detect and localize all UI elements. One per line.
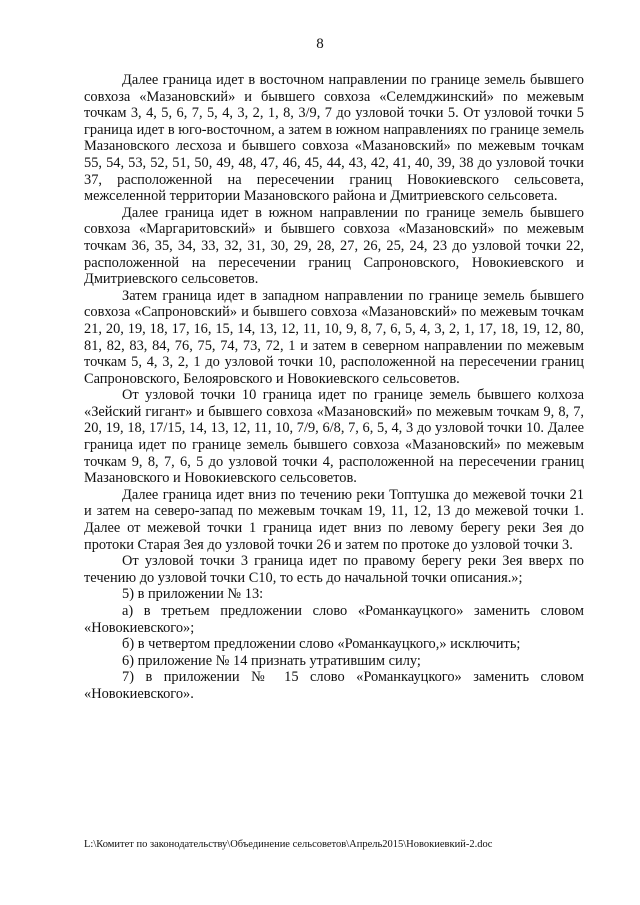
list-item: 6) приложение № 14 признать утратившим силу; <box>122 652 421 669</box>
paragraph: От узловой точки 3 граница идет по правому берегу реки Зея вверх по течению до узловой точки С10, то есть до начальной точки описания.»; <box>84 553 584 586</box>
list-item: а) в третьем предложении слово «Романкауцкого» заменить словом «Новокиевского»; <box>84 603 584 636</box>
list-item: б) в четвертом предложении слово «Романкауцкого,» исключить; <box>122 636 521 653</box>
page-number: 8 <box>316 36 324 52</box>
paragraph: Далее граница идет в южном направлении по границе земель бывшего совхоза «Маргаритовский» и бывшего совхоза «Мазановский» по межевым точкам 36, 35, 34, 33, 32, 31, 30, 29, 28, 27, 26, 25, 24, 23 до узловой точки 22, расположенной на пересечении границ Сапроновского, Новокиевского и Дмитриевского сельсоветов. <box>84 204 584 288</box>
paragraph: Далее граница идет в восточном направлении по границе земель бывшего совхоза «Мазановский» и бывшего совхоза «Селемджинский» по межевым точкам 3, 4, 5, 6, 7, 5, 4, 3, 2, 1, 8, 3/9, 7 до узловой точки 5. От узловой точки 5 граница идет в юго-восточном, а затем в южном направлениях по границе земель Мазановского лесхоза и бывшего совхоза «Мазановский» по межевым точкам 55, 54, 53, 52, 51, 50, 49, 48, 47, 46, 45, 44, 43, 42, 41, 40, 39, 38 до узловой точки 37, расположенной на пересечении границ Новокиевского сельсовета, межселенной территории Мазановского района и Дмитриевского сельсовета. <box>84 72 584 205</box>
document-body <box>84 72 584 703</box>
paragraph: От узловой точки 10 граница идет по границе земель бывшего колхоза «Зейский гигант» и бывшего совхоза «Мазановский» по межевым точкам 9, 8, 7, 20, 19, 18, 17/15, 14, 13, 12, 11, 10, 7/9, 6/8, 7, 6, 5, 4, 3 до узловой точки 10. Далее граница идет по границе земель бывшего совхоза «Мазановский» по межевым точкам 9, 8, 7, 6, 5 до узловой точки 4, расположенной на пересечении границ Мазановского и Новокиевского сельсоветов. <box>84 387 584 487</box>
paragraph: Далее граница идет вниз по течению реки Топтушка до межевой точки 21 и затем на северо-запад по межевым точкам 19, 11, 12, 13 до межевой точки 1. Далее от межевой точки 1 граница идет вниз по левому берегу реки Зея до протоки Старая Зея до узловой точки 26 и затем по протоке до узловой точки 3. <box>84 486 584 553</box>
list-item: 7) в приложении № 15 слово «Романкауцкого» заменить словом «Новокиевского». <box>84 669 584 702</box>
list-item: 5) в приложении № 13: <box>122 586 264 603</box>
file-path-footer: L:\Комитет по законодательству\Объединение сельсоветов\Апрель2015\Новокиевкий-2.doc <box>84 839 493 850</box>
paragraph: Затем граница идет в западном направлении по границе земель бывшего совхоза «Сапроновский» и бывшего совхоза «Мазановский» по межевым точкам 21, 20, 19, 18, 17, 16, 15, 14, 13, 12, 11, 10, 9, 8, 7, 6, 5, 4, 3, 2, 1, 17, 18, 19, 12, 80, 81, 82, 83, 84, 76, 75, 74, 73, 72, 1 и затем в северном направлении по межевым точкам 5, 4, 3, 2, 1 до узловой точки 10, расположенной на пересечении границ Сапроновского, Белояровского и Новокиевского сельсоветов. <box>84 287 584 387</box>
